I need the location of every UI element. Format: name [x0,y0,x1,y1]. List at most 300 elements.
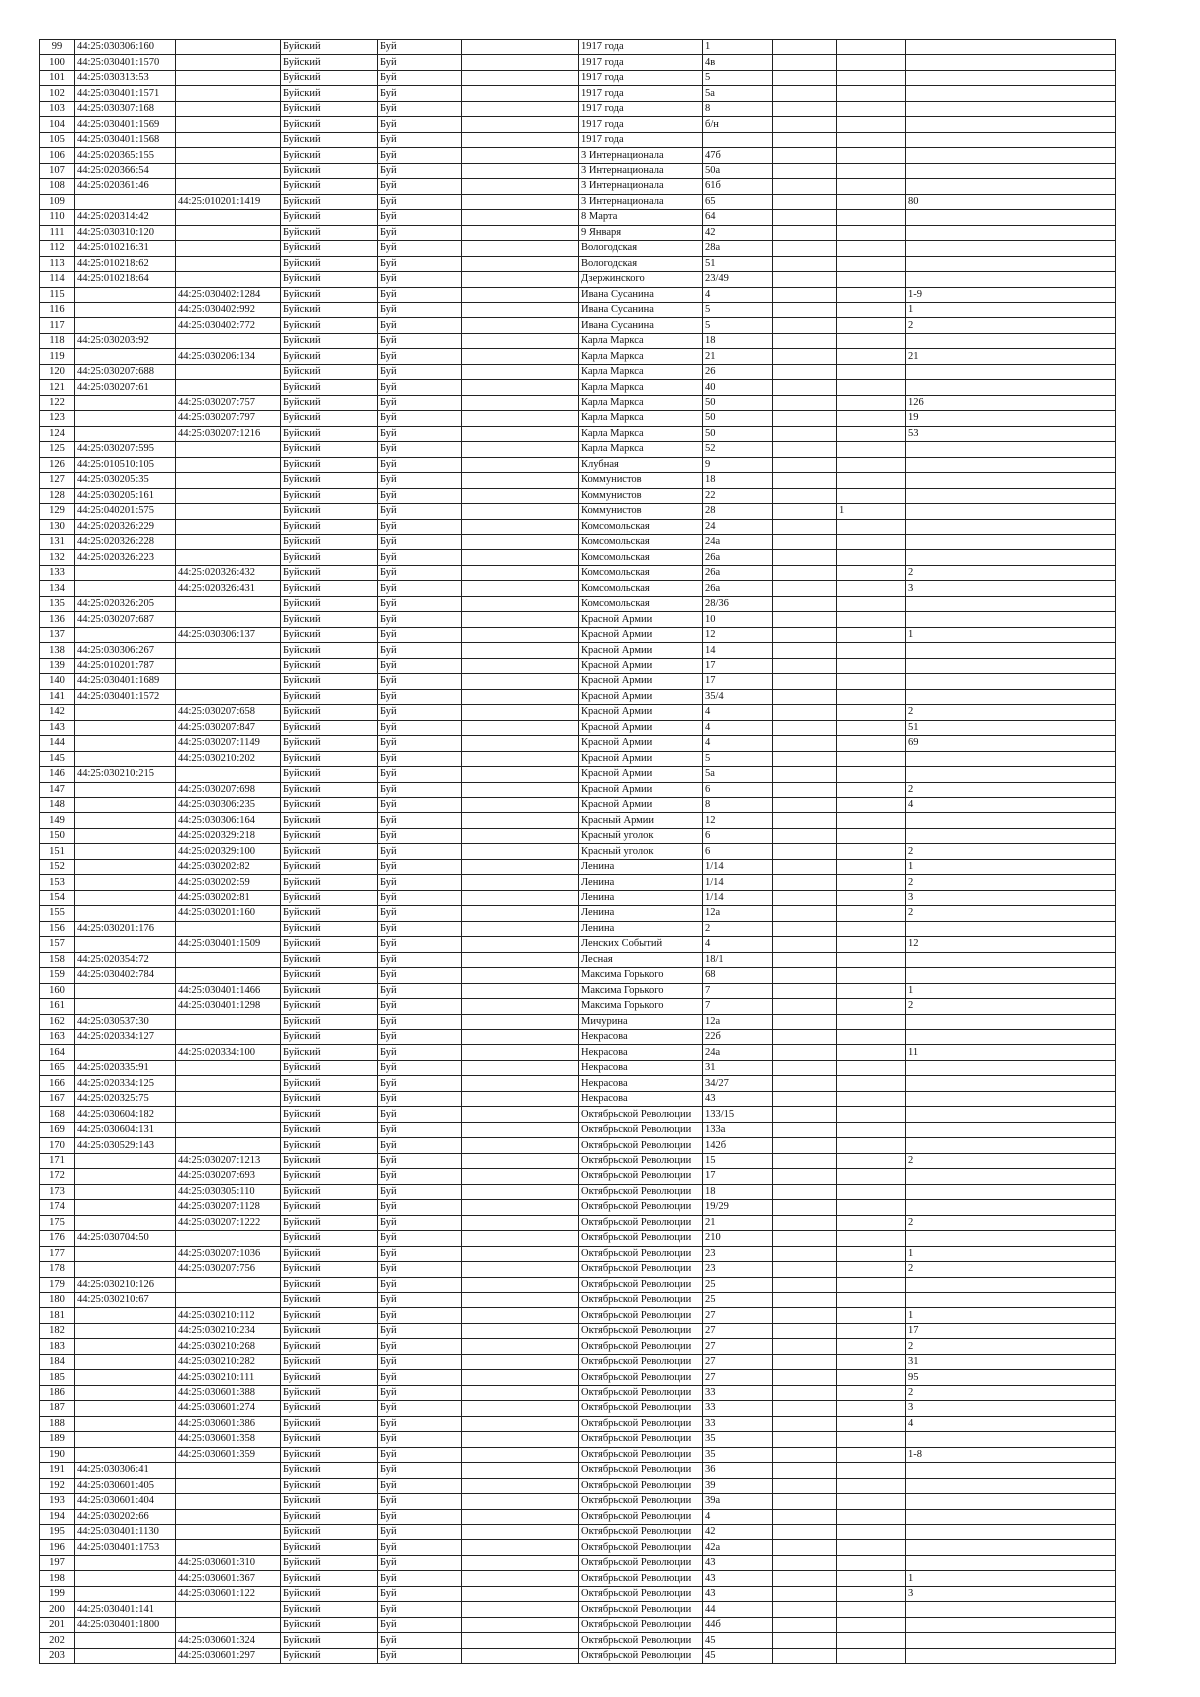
cadastral-number-cell [75,782,176,797]
premises-cadastral-cell [176,767,281,782]
table-row [40,643,1116,658]
premises-cadastral-cell [176,921,281,936]
cadastral-number-cell [75,875,176,890]
city-cell: Буй [378,1401,462,1416]
house-number-cell: 5 [703,70,773,85]
row-number-cell: 123 [40,411,75,426]
row-number-cell: 157 [40,937,75,952]
street-cell: Вологодская [579,241,703,256]
empty-cell [462,1648,579,1663]
empty-cell [462,1633,579,1648]
city-cell: Буй [378,921,462,936]
premises-cadastral-cell: 44:25:030207:658 [176,705,281,720]
district-cell: Буйский [281,535,378,550]
city-cell: Буй [378,287,462,302]
house-number-cell: 36 [703,1463,773,1478]
house-number-cell: 8 [703,101,773,116]
table-row [40,1617,1116,1632]
premises-cadastral-cell [176,1525,281,1540]
row-number-cell: 117 [40,318,75,333]
empty-cell [462,674,579,689]
row-number-cell: 106 [40,148,75,163]
apartment-cell [906,504,1116,519]
extra-cell [837,302,906,317]
building-cell [773,488,837,503]
row-number-cell: 104 [40,117,75,132]
district-cell: Буйский [281,581,378,596]
building-cell [773,272,837,287]
row-number-cell: 109 [40,194,75,209]
table-row [40,1586,1116,1601]
apartment-cell: 51 [906,720,1116,735]
house-number-cell: 43 [703,1091,773,1106]
empty-cell [462,875,579,890]
row-number-cell: 192 [40,1478,75,1493]
district-cell: Буйский [281,40,378,55]
row-number-cell: 135 [40,596,75,611]
district-cell: Буйский [281,612,378,627]
house-number-cell: 22 [703,488,773,503]
building-cell [773,1200,837,1215]
extra-cell [837,581,906,596]
street-cell: 1917 года [579,55,703,70]
table-row [40,1401,1116,1416]
city-cell: Буй [378,179,462,194]
empty-cell [462,473,579,488]
street-cell: Красной Армии [579,627,703,642]
empty-cell [462,1045,579,1060]
empty-cell [462,380,579,395]
table-row [40,225,1116,240]
building-cell [773,1447,837,1462]
table-row [40,1354,1116,1369]
row-number-cell: 146 [40,767,75,782]
city-cell: Буй [378,70,462,85]
apartment-cell: 126 [906,395,1116,410]
city-cell: Буй [378,1633,462,1648]
empty-cell [462,132,579,147]
empty-cell [462,411,579,426]
empty-cell [462,442,579,457]
empty-cell [462,952,579,967]
empty-cell [462,504,579,519]
cadastral-number-cell: 44:25:030313:53 [75,70,176,85]
row-number-cell: 107 [40,163,75,178]
cadastral-number-cell: 44:25:020326:228 [75,535,176,550]
apartment-cell [906,1030,1116,1045]
extra-cell [837,1215,906,1230]
empty-cell [462,859,579,874]
extra-cell [837,1494,906,1509]
cadastral-number-cell [75,906,176,921]
city-cell: Буй [378,1509,462,1524]
street-cell: Красный уголок [579,828,703,843]
building-cell [773,1370,837,1385]
empty-cell [462,751,579,766]
premises-cadastral-cell [176,1292,281,1307]
table-row [40,1200,1116,1215]
district-cell: Буйский [281,473,378,488]
house-number-cell: 39а [703,1494,773,1509]
extra-cell [837,1509,906,1524]
district-cell: Буйский [281,457,378,472]
premises-cadastral-cell: 44:25:030207:756 [176,1262,281,1277]
building-cell [773,1107,837,1122]
premises-cadastral-cell [176,1060,281,1075]
empty-cell [462,1076,579,1091]
row-number-cell: 203 [40,1648,75,1663]
building-cell [773,1478,837,1493]
table-row [40,519,1116,534]
district-cell: Буйский [281,751,378,766]
city-cell: Буй [378,968,462,983]
building-cell [773,1184,837,1199]
cadastral-number-cell: 44:25:030210:67 [75,1292,176,1307]
table-row [40,1262,1116,1277]
district-cell: Буйский [281,937,378,952]
apartment-cell: 1 [906,1308,1116,1323]
street-cell: Красной Армии [579,674,703,689]
cadastral-number-cell [75,1045,176,1060]
table-row [40,333,1116,348]
row-number-cell: 125 [40,442,75,457]
extra-cell [837,117,906,132]
cadastral-number-cell [75,1385,176,1400]
cadastral-number-cell: 44:25:030201:176 [75,921,176,936]
district-cell: Буйский [281,488,378,503]
building-cell [773,1602,837,1617]
row-number-cell: 100 [40,55,75,70]
premises-cadastral-cell: 44:25:030210:282 [176,1354,281,1369]
house-number-cell: 61б [703,179,773,194]
building-cell [773,364,837,379]
empty-cell [462,1200,579,1215]
cadastral-number-cell [75,720,176,735]
apartment-cell: 3 [906,1401,1116,1416]
extra-cell [837,163,906,178]
building-cell [773,1648,837,1663]
building-cell [773,797,837,812]
premises-cadastral-cell: 44:25:030207:693 [176,1169,281,1184]
apartment-cell [906,1169,1116,1184]
table-row [40,1091,1116,1106]
empty-cell [462,364,579,379]
house-number-cell: 50 [703,395,773,410]
table-row [40,411,1116,426]
property-register-table [39,39,1116,1664]
building-cell [773,596,837,611]
cadastral-number-cell: 44:25:030604:182 [75,1107,176,1122]
city-cell: Буй [378,519,462,534]
district-cell: Буйский [281,1571,378,1586]
premises-cadastral-cell [176,179,281,194]
empty-cell [462,1602,579,1617]
extra-cell [837,86,906,101]
empty-cell [462,1463,579,1478]
table-row [40,1602,1116,1617]
house-number-cell: 5а [703,767,773,782]
extra-cell [837,1385,906,1400]
city-cell: Буй [378,411,462,426]
street-cell: 1917 года [579,101,703,116]
city-cell: Буй [378,1555,462,1570]
row-number-cell: 124 [40,426,75,441]
row-number-cell: 127 [40,473,75,488]
apartment-cell [906,101,1116,116]
city-cell: Буй [378,1215,462,1230]
premises-cadastral-cell: 44:25:030306:137 [176,627,281,642]
city-cell: Буй [378,380,462,395]
empty-cell [462,1184,579,1199]
building-cell [773,70,837,85]
street-cell: Максима Горького [579,983,703,998]
cadastral-number-cell: 44:25:030207:61 [75,380,176,395]
house-number-cell: 4 [703,287,773,302]
apartment-cell: 1 [906,983,1116,998]
city-cell: Буй [378,1540,462,1555]
house-number-cell: 4 [703,1509,773,1524]
empty-cell [462,999,579,1014]
building-cell [773,302,837,317]
district-cell: Буйский [281,658,378,673]
city-cell: Буй [378,1122,462,1137]
city-cell: Буй [378,937,462,952]
house-number-cell: 35 [703,1447,773,1462]
premises-cadastral-cell: 44:25:030601:359 [176,1447,281,1462]
apartment-cell: 2 [906,844,1116,859]
building-cell [773,859,837,874]
building-cell [773,1045,837,1060]
cadastral-number-cell [75,287,176,302]
district-cell: Буйский [281,194,378,209]
street-cell: Ленина [579,921,703,936]
building-cell [773,983,837,998]
premises-cadastral-cell [176,1509,281,1524]
apartment-cell: 3 [906,890,1116,905]
house-number-cell: 1/14 [703,875,773,890]
empty-cell [462,720,579,735]
extra-cell [837,1091,906,1106]
district-cell: Буйский [281,70,378,85]
street-cell: Октябрьской Революции [579,1370,703,1385]
cadastral-number-cell [75,1184,176,1199]
empty-cell [462,1153,579,1168]
street-cell: Октябрьской Революции [579,1648,703,1663]
building-cell [773,1354,837,1369]
district-cell: Буйский [281,828,378,843]
street-cell: Красной Армии [579,689,703,704]
house-number-cell: 42 [703,1525,773,1540]
house-number-cell: 2 [703,921,773,936]
building-cell [773,1525,837,1540]
premises-cadastral-cell [176,1030,281,1045]
city-cell: Буй [378,1586,462,1601]
city-cell: Буй [378,890,462,905]
row-number-cell: 176 [40,1231,75,1246]
row-number-cell: 186 [40,1385,75,1400]
table-row [40,1076,1116,1091]
extra-cell [837,1308,906,1323]
cadastral-number-cell [75,349,176,364]
premises-cadastral-cell [176,519,281,534]
empty-cell [462,1432,579,1447]
premises-cadastral-cell: 44:25:030401:1466 [176,983,281,998]
cadastral-number-cell [75,705,176,720]
city-cell: Буй [378,581,462,596]
cadastral-number-cell [75,1447,176,1462]
cadastral-number-cell [75,565,176,580]
extra-cell [837,1200,906,1215]
city-cell: Буй [378,813,462,828]
apartment-cell [906,535,1116,550]
district-cell: Буйский [281,1323,378,1338]
extra-cell [837,442,906,457]
apartment-cell: 1 [906,627,1116,642]
premises-cadastral-cell [176,163,281,178]
table-row [40,117,1116,132]
empty-cell [462,596,579,611]
cadastral-number-cell: 44:25:030207:688 [75,364,176,379]
apartment-cell [906,596,1116,611]
district-cell: Буйский [281,1354,378,1369]
extra-cell [837,1633,906,1648]
house-number-cell: 65 [703,194,773,209]
empty-cell [462,1478,579,1493]
extra-cell [837,751,906,766]
house-number-cell: 4 [703,705,773,720]
apartment-cell: 2 [906,1339,1116,1354]
premises-cadastral-cell [176,40,281,55]
district-cell: Буйский [281,1246,378,1261]
building-cell [773,782,837,797]
building-cell [773,1014,837,1029]
district-cell: Буйский [281,1215,378,1230]
district-cell: Буйский [281,689,378,704]
house-number-cell: 42а [703,1540,773,1555]
premises-cadastral-cell: 44:25:030207:698 [176,782,281,797]
extra-cell [837,1602,906,1617]
district-cell: Буйский [281,983,378,998]
cadastral-number-cell: 44:25:020361:46 [75,179,176,194]
city-cell: Буй [378,1602,462,1617]
empty-cell [462,349,579,364]
district-cell: Буйский [281,1045,378,1060]
district-cell: Буйский [281,442,378,457]
building-cell [773,550,837,565]
table-row [40,488,1116,503]
table-row [40,535,1116,550]
table-row [40,70,1116,85]
building-cell [773,813,837,828]
building-cell [773,287,837,302]
building-cell [773,1540,837,1555]
empty-cell [462,813,579,828]
building-cell [773,225,837,240]
city-cell: Буй [378,426,462,441]
cadastral-number-cell: 44:25:030704:50 [75,1231,176,1246]
house-number-cell: 7 [703,999,773,1014]
cadastral-number-cell: 44:25:030401:1568 [75,132,176,147]
cadastral-number-cell: 44:25:020366:54 [75,163,176,178]
apartment-cell: 4 [906,797,1116,812]
premises-cadastral-cell [176,674,281,689]
house-number-cell: 27 [703,1339,773,1354]
street-cell: Коммунистов [579,504,703,519]
premises-cadastral-cell [176,504,281,519]
apartment-cell: 2 [906,782,1116,797]
premises-cadastral-cell [176,132,281,147]
house-number-cell: 26а [703,565,773,580]
house-number-cell: 26 [703,364,773,379]
row-number-cell: 143 [40,720,75,735]
city-cell: Буй [378,736,462,751]
city-cell: Буй [378,627,462,642]
premises-cadastral-cell: 44:25:030601:386 [176,1416,281,1431]
cadastral-number-cell: 44:25:030401:1753 [75,1540,176,1555]
row-number-cell: 175 [40,1215,75,1230]
house-number-cell: 52 [703,442,773,457]
building-cell [773,40,837,55]
empty-cell [462,1169,579,1184]
extra-cell [837,968,906,983]
street-cell: 3 Интернационала [579,163,703,178]
building-cell [773,256,837,271]
house-number-cell: 5 [703,751,773,766]
house-number-cell: 43 [703,1571,773,1586]
district-cell: Буйский [281,1478,378,1493]
building-cell [773,1246,837,1261]
row-number-cell: 188 [40,1416,75,1431]
extra-cell [837,364,906,379]
apartment-cell [906,210,1116,225]
district-cell: Буйский [281,736,378,751]
street-cell: Некрасова [579,1045,703,1060]
district-cell: Буйский [281,163,378,178]
city-cell: Буй [378,999,462,1014]
empty-cell [462,86,579,101]
building-cell [773,906,837,921]
empty-cell [462,921,579,936]
extra-cell [837,426,906,441]
house-number-cell: 35/4 [703,689,773,704]
table-row [40,302,1116,317]
city-cell: Буй [378,1323,462,1338]
building-cell [773,519,837,534]
extra-cell [837,241,906,256]
street-cell: Октябрьской Революции [579,1555,703,1570]
extra-cell [837,488,906,503]
apartment-cell [906,1014,1116,1029]
district-cell: Буйский [281,1153,378,1168]
district-cell: Буйский [281,1262,378,1277]
table-row [40,426,1116,441]
house-number-cell: 10 [703,612,773,627]
street-cell: Красной Армии [579,736,703,751]
house-number-cell: 133/15 [703,1107,773,1122]
extra-cell [837,194,906,209]
house-number-cell: 4 [703,720,773,735]
extra-cell [837,859,906,874]
house-number-cell: 33 [703,1385,773,1400]
district-cell: Буйский [281,1494,378,1509]
building-cell [773,86,837,101]
building-cell [773,1076,837,1091]
house-number-cell: 50 [703,411,773,426]
empty-cell [462,1030,579,1045]
building-cell [773,720,837,735]
house-number-cell: 1/14 [703,859,773,874]
apartment-cell [906,767,1116,782]
